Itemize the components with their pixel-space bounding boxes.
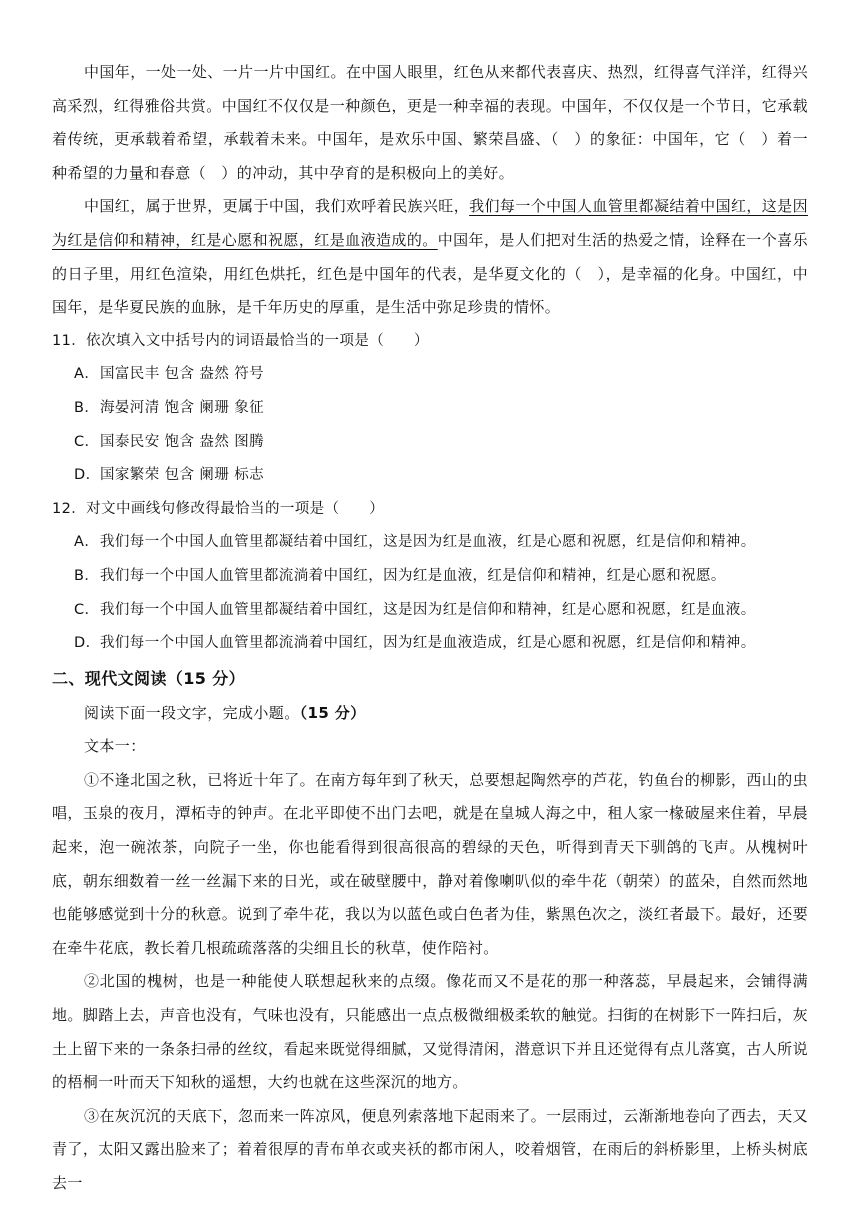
passage1-paragraph-1: 中国年，一处一处、一片一片中国红。在中国人眼里，红色从来都代表喜庆、热烈，红得喜气洋洋，红得兴高采烈，红得雅俗共赏。中国红不仅仅是一种颜色，更是一种幸福的表现。中国年，不仅仅是一个节日，它承载着传统，更承载着希望，承载着未来。中国年，是欢乐中国、繁荣昌盛、（ ）的象征：中国年，它（ ）着一种希望的力量和春意（ ）的冲动，其中孕育的是积极向上的美好。 [52, 63, 808, 182]
underlined-sentence: 我们每一个中国人血管里都凝结着中国红，这是因为红是信仰和精神，红是心愿和祝愿，红是血液造成的。 [52, 197, 808, 249]
passage1-p2-rest: 中国年，是人们把对生活的热爱之情，诠释在一个喜乐的日子里，用红色渲染，用红色烘托，红色是中国年的代表，是华夏文化的（ ），是幸福的化身。中国红，中国年，是华夏民族的血脉，是千年历史的厚重，是生活中弥足珍贵的情怀。 [52, 230, 808, 317]
q12-option-b [74, 560, 808, 594]
question-12-stem: 12．对文中画线句修改得最恰当的一项是（ ） [52, 500, 385, 517]
q12-option-c [74, 594, 808, 628]
section-title: 二、现代文阅读（15 分） [52, 668, 246, 688]
option-key: A． [74, 366, 100, 383]
option-text: 国家繁荣 包含 阑珊 标志 [100, 467, 265, 484]
q11-option-d [74, 459, 808, 493]
instruction-score: （15 分） [299, 703, 366, 722]
option-key: D． [74, 635, 101, 652]
q12-option-a [74, 526, 808, 560]
document-page [52, 56, 808, 1201]
option-text: 国富民丰 包含 盎然 符号 [100, 366, 265, 383]
option-key: D． [74, 467, 101, 484]
option-key: A． [74, 534, 100, 551]
option-key: B． [74, 399, 100, 416]
q11-option-b [74, 392, 808, 426]
option-text: 国泰民安 饱含 盎然 图腾 [100, 433, 265, 450]
option-text: 我们每一个中国人血管里都流淌着中国红，因为红是血液，红是信仰和精神，红是心愿和祝愿。 [100, 567, 726, 584]
reading-instruction [84, 697, 808, 731]
option-key: B． [74, 567, 100, 584]
option-text: 我们每一个中国人血管里都凝结着中国红，这是因为红是信仰和精神，红是心愿和祝愿，红是血液。 [100, 601, 756, 618]
passage2-paragraph-1: ①不逢北国之秋，已将近十年了。在南方每年到了秋天，总要想起陶然亭的芦花，钓鱼台的柳影，西山的虫唱，玉泉的夜月，潭柘寺的钟声。在北平即使不出门去吧，就是在皇城人海之中，租人家一椽破屋来住着，早晨起来，泡一碗浓茶，向院子一坐，你也能看得到很高很高的碧绿的天色，听得到青天下驯鸽的飞声。从槐树叶底，朝东细数着一丝一丝漏下来的日光，或在破壁腰中，静对着像喇叭似的牵牛花（朝荣）的蓝朵，自然而然地也能够感觉到十分的秋意。说到了牵牛花，我以为以蓝色或白色者为佳，紫黑色次之，淡红者最下。最好，还要在牵牛花底，教长着几根疏疏落落的尖细且长的秋草，使作陪衬。 [52, 770, 808, 957]
option-key: C． [74, 433, 100, 450]
option-text: 我们每一个中国人血管里都流淌着中国红，因为红是血液造成，红是心愿和祝愿，红是信仰和精神。 [100, 635, 756, 652]
text-label: 文本一： [84, 737, 146, 756]
passage1-p2-lead: 中国红，属于世界，更属于中国，我们欢呼着民族兴旺， [84, 197, 470, 216]
q12-option-d [74, 627, 808, 661]
passage2-paragraph-2: ②北国的槐树，也是一种能使人联想起秋来的点缀。像花而又不是花的那一种落蕊，早晨起来，会铺得满地。脚踏上去，声音也没有，气味也没有，只能感出一点点极微细极柔软的触觉。扫街的在树影下一阵扫后，灰土上留下来的一条条扫帚的丝纹，看起来既觉得细腻，又觉得清闲，潜意识下并且还觉得有点儿落寞，古人所说的梧桐一叶而天下知秋的遥想，大约也就在这些深沉的地方。 [52, 972, 808, 1092]
option-key: C． [74, 601, 100, 618]
q11-option-a [74, 358, 808, 392]
question-11-stem: 11．依次填入文中括号内的词语最恰当的一项是（ ） [52, 332, 429, 349]
option-text: 我们每一个中国人血管里都凝结着中国红，这是因为红是血液，红是心愿和祝愿，红是信仰和精神。 [100, 534, 756, 551]
instruction-text: 阅读下面一段文字，完成小题。 [84, 703, 300, 722]
passage2-paragraph-3: ③在灰沉沉的天底下，忽而来一阵凉风，便息列索落地下起雨来了。一层雨过，云渐渐地卷向了西去，天又青了，太阳又露出脸来了；着着很厚的青布单衣或夹袄的都市闲人，咬着烟管，在雨后的斜桥影里，上桥头树底去一 [52, 1106, 808, 1192]
option-text: 海晏河清 饱含 阑珊 象征 [100, 399, 265, 416]
q11-option-c [74, 426, 808, 460]
passage1-paragraph-2 [52, 190, 808, 324]
